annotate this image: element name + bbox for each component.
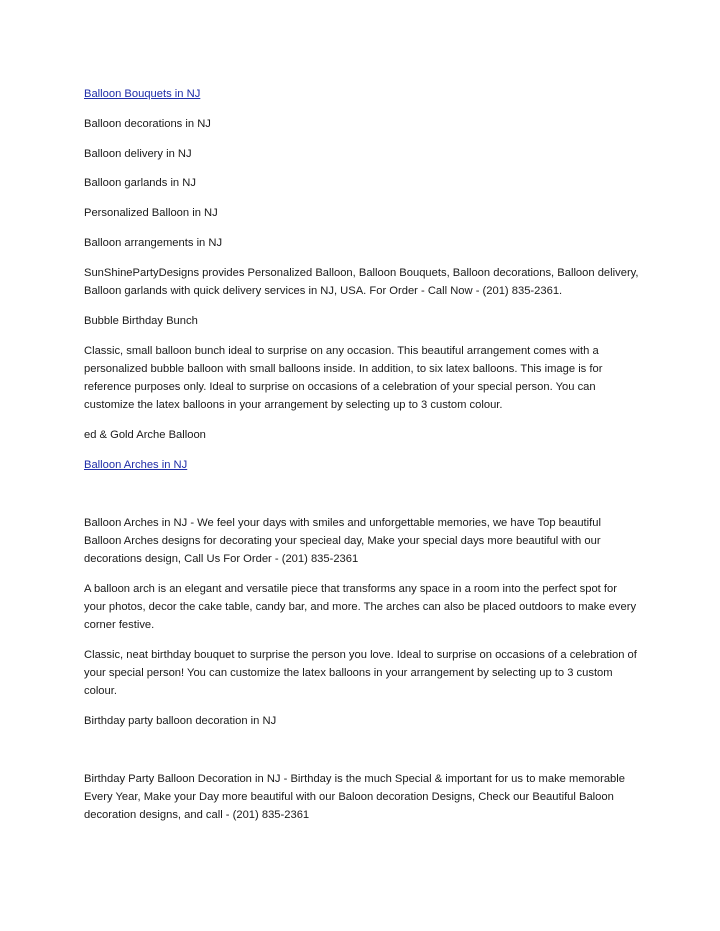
spacer xyxy=(84,742,640,770)
line-garlands: Balloon garlands in NJ xyxy=(84,177,196,190)
party-decoration-description: Birthday Party Balloon Decoration in NJ - Birthday is the much Special & important for us to make memorable Every Year, Make your Day more beautiful with our Baloon decoration Designs, Check our Beautiful Baloon decoration designs, and call - (201) 835-2361 xyxy=(84,772,625,822)
spacer xyxy=(84,486,640,514)
link-paragraph-bouquets xyxy=(84,85,640,103)
bubble-birthday-title: Bubble Birthday Bunch xyxy=(84,314,198,327)
document-page xyxy=(84,85,640,836)
link-paragraph-arches xyxy=(84,456,640,474)
arches-description: Balloon Arches in NJ - We feel your days with smiles and unforgettable memories, we have Top beautiful Balloon Arches designs for decorating your specieal day, Make your special days more beautiful with our decorations design, Call Us For Order - (201) 835-2361 xyxy=(84,516,601,565)
party-decoration-title: Birthday party balloon decoration in NJ xyxy=(84,715,277,728)
bubble-birthday-description: Classic, small balloon bunch ideal to surprise on any occasion. This beautiful arrangement comes with a personalized bubble balloon with small balloons inside. In addition, to six latex balloons. This image is for reference purposes only. Ideal to surprise on occasions of a celebration of your special person. You can customize the latex balloons in your arrangement by selecting up to 3 custom colour. xyxy=(84,344,603,412)
neat-bouquet-paragraph: Classic, neat birthday bouquet to surprise the person you love. Ideal to surprise on occasions of a celebration of your special person! You can customize the latex balloons in your arrangement by selecting up to 3 custom colour. xyxy=(84,648,637,698)
intro-paragraph: SunShinePartyDesigns provides Personalized Balloon, Balloon Bouquets, Balloon decorations, Balloon delivery, Balloon garlands with quick delivery services in NJ, USA. For Order - Call Now - (201) 835-2361. xyxy=(84,266,639,297)
arche-balloon-title: ed & Gold Arche Balloon xyxy=(84,428,206,441)
line-delivery: Balloon delivery in NJ xyxy=(84,147,192,160)
line-decorations: Balloon decorations in NJ xyxy=(84,117,211,130)
line-personalized: Personalized Balloon in NJ xyxy=(84,207,218,220)
balloon-arches-link[interactable]: Balloon Arches in NJ xyxy=(84,458,188,471)
line-arrangements: Balloon arrangements in NJ xyxy=(84,236,223,249)
arch-elegant-paragraph: A balloon arch is an elegant and versatile piece that transforms any space in a room into the perfect spot for your photos, decor the cake table, candy bar, and more. The arches can also be placed outdoors to make every corner festive. xyxy=(84,582,637,632)
balloon-bouquets-link[interactable]: Balloon Bouquets in NJ xyxy=(84,88,201,100)
